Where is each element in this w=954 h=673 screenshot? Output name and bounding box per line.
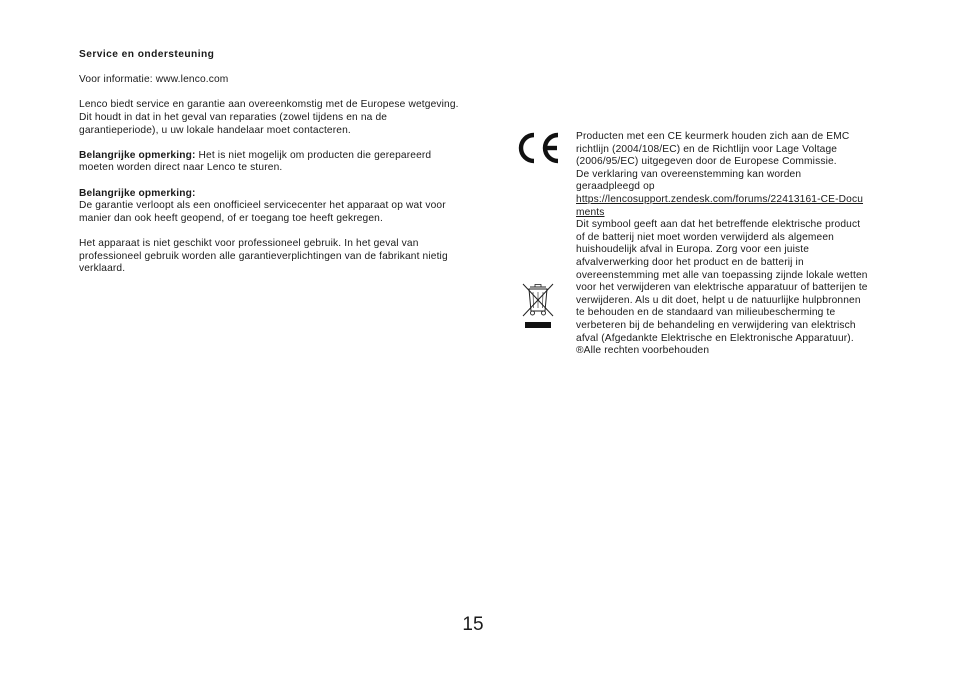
declaration-text: De verklaring van overeenstemming kan worden geraadpleegd op [576,168,802,193]
ce-documents-link[interactable]: https://lencosupport.zendesk.com/forums/22413161-CE-Documents [576,193,864,218]
right-column [576,131,868,358]
important-note-2-text: De garantie verloopt als een onofficieel servicecenter het apparaat op wat voor manier dan ook heeft geopend, of er toegang toe heeft gekregen. [79,200,446,224]
important-note-1-label: Belangrijke opmerking: [79,149,196,161]
weee-paragraph: Dit symbool geeft aan dat het betreffende elektrische product of de batterij niet moet worden verwijderd als algemeen huishoudelijk afval in Europa. Zorg voor een juiste afvalverwerking door het product en de batterij in overeenstemming met alle van toepassing zijnde lokale wetten voor het verwijderen van elektrische apparatuur of batterijen te verwijderen. Als u dit doet, helpt u de natuurlijke hulpbronnen te behouden en de standaard van milieubescherming te verbeteren bij de behandeling en verwijdering van elektrisch afval (Afgedankte Elektrische en Elektronische Apparatuur). [576,219,868,344]
ce-mark-icon [514,129,562,167]
info-line: Voor informatie: www.lenco.com [79,74,229,86]
crossed-out-wheelie-bin-icon [520,281,556,331]
important-note-1-text: Het is niet mogelijk om producten die gerepareerd moeten worden direct naar Lenco te sturen. [79,149,432,174]
ce-compliance-paragraph: Producten met een CE keurmerk houden zich aan de EMC richtlijn (2004/108/EC) en de Richtlijn voor Lage Voltage (2006/95/EC) uitgegeven door de Europese Commissie. [576,131,850,168]
important-note-1 [79,150,461,175]
rights-reserved: ®Alle rechten voorbehouden [576,345,710,357]
service-paragraph: Lenco biedt service en garantie aan overeenkomstig met de Europese wetgeving. Dit houdt in dat in het geval van reparaties (zowel tijdens en na de garantieperiode), u uw lokale handelaar moet contacteren. [79,99,459,136]
left-column [79,49,461,276]
section-heading: Service en ondersteuning [79,49,215,60]
professional-use-paragraph: Het apparaat is niet geschikt voor professioneel gebruik. In het geval van professioneel gebruik worden alle garantieverplichtingen van de fabrikant nietig verklaard. [79,237,448,275]
important-note-2-label: Belangrijke opmerking: [79,187,196,199]
page-number: 15 [462,614,484,635]
